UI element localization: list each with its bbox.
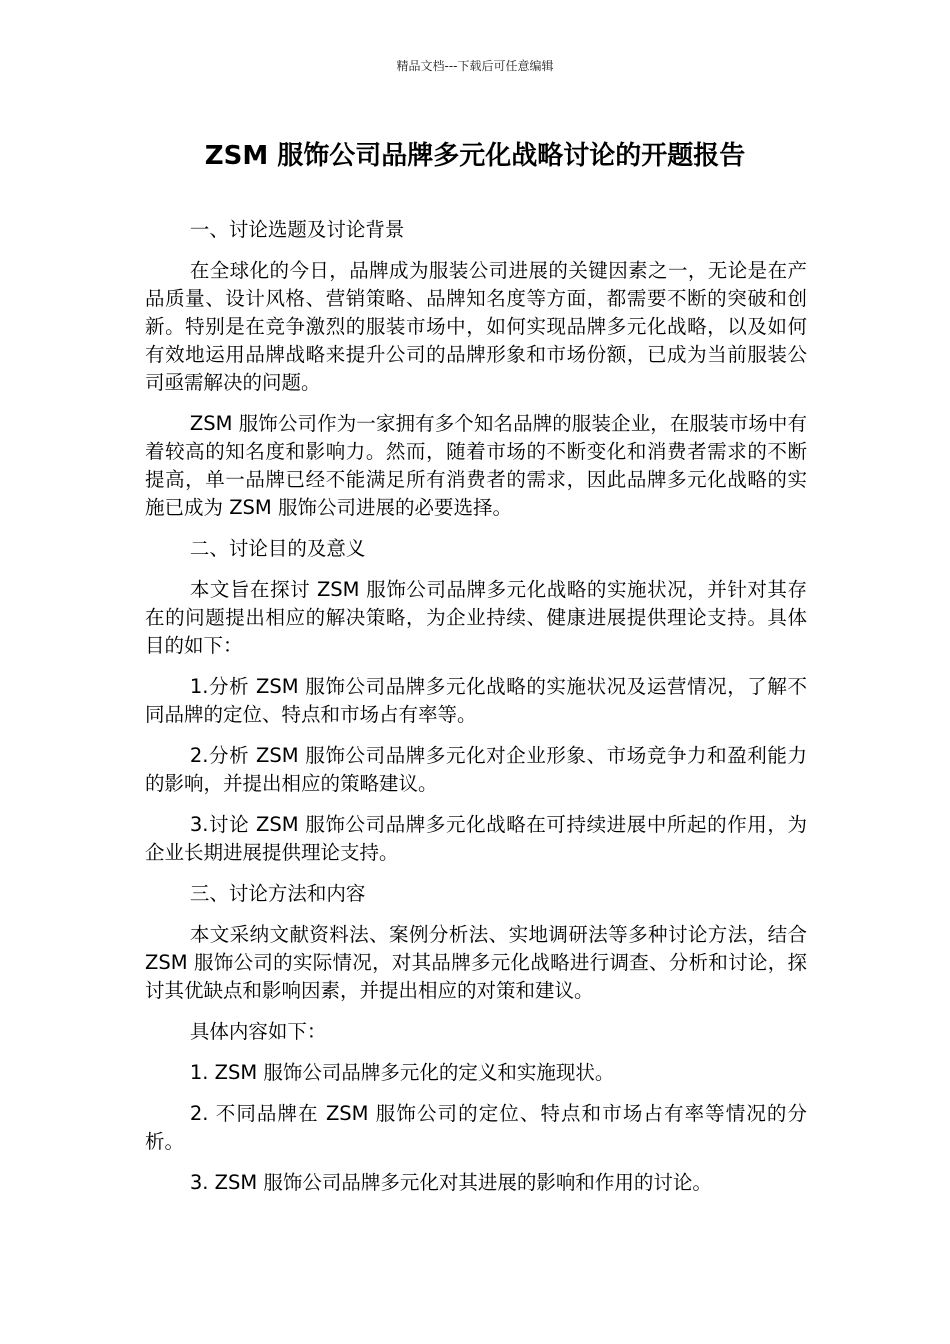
list-item-purpose-1: 1.分析 ZSM 服饰公司品牌多元化战略的实施状况及运营情况，了解不同品牌的定位、特点和市场占有率等。: [145, 675, 807, 726]
section-heading-1: 一、讨论选题及讨论背景: [189, 218, 405, 241]
list-item-content-3: 3. ZSM 服饰公司品牌多元化对其进展的影响和作用的讨论。: [189, 1171, 712, 1194]
list-item-purpose-2: 2.分析 ZSM 服饰公司品牌多元化对企业形象、市场竞争力和盈利能力的影响，并提出相应的策略建议。: [145, 744, 807, 795]
section-heading-2: 二、讨论目的及意义: [189, 537, 366, 560]
paragraph-methods: 本文采纳文献资料法、案例分析法、实地调研法等多种讨论方法，结合 ZSM 服饰公司的实际情况，对其品牌多元化战略进行调查、分析和讨论，探讨其优缺点和影响因素，并提出相应的对策和建议。: [145, 923, 807, 1002]
list-item-content-1: 1. ZSM 服饰公司品牌多元化的定义和实施现状。: [189, 1061, 615, 1084]
page-header: 精品文档---下载后可任意编辑: [396, 59, 554, 73]
paragraph-background-2: ZSM 服饰公司作为一家拥有多个知名品牌的服装企业，在服装市场中有着较高的知名度和影响力。然而，随着市场的不断变化和消费者需求的不断提高，单一品牌已经不能满足所有消费者的需求，因此品牌多元化战略的实施已成为 ZSM 服饰公司进展的必要选择。: [145, 412, 807, 519]
paragraph-purpose-intro: 本文旨在探讨 ZSM 服饰公司品牌多元化战略的实施状况，并针对其存在的问题提出相应的解决策略，为企业持续、健康进展提供理论支持。具体目的如下：: [145, 578, 807, 657]
document-body: [145, 216, 807, 1210]
list-item-purpose-3: 3.讨论 ZSM 服饰公司品牌多元化战略在可持续进展中所起的作用，为企业长期进展提供理论支持。: [145, 813, 807, 864]
paragraph-background-1: 在全球化的今日，品牌成为服装公司进展的关键因素之一，无论是在产品质量、设计风格、营销策略、品牌知名度等方面，都需要不断的突破和创新。特别是在竞争激烈的服装市场中，如何实现品牌多元化战略，以及如何有效地运用品牌战略来提升公司的品牌形象和市场份额，已成为当前服装公司亟需解决的问题。: [145, 259, 807, 394]
list-item-content-2: 2. 不同品牌在 ZSM 服饰公司的定位、特点和市场占有率等情况的分析。: [145, 1102, 807, 1153]
paragraph-content-intro: 具体内容如下：: [189, 1020, 327, 1043]
section-heading-3: 三、讨论方法和内容: [189, 882, 366, 905]
document-title: ZSM 服饰公司品牌多元化战略讨论的开题报告: [204, 141, 746, 171]
